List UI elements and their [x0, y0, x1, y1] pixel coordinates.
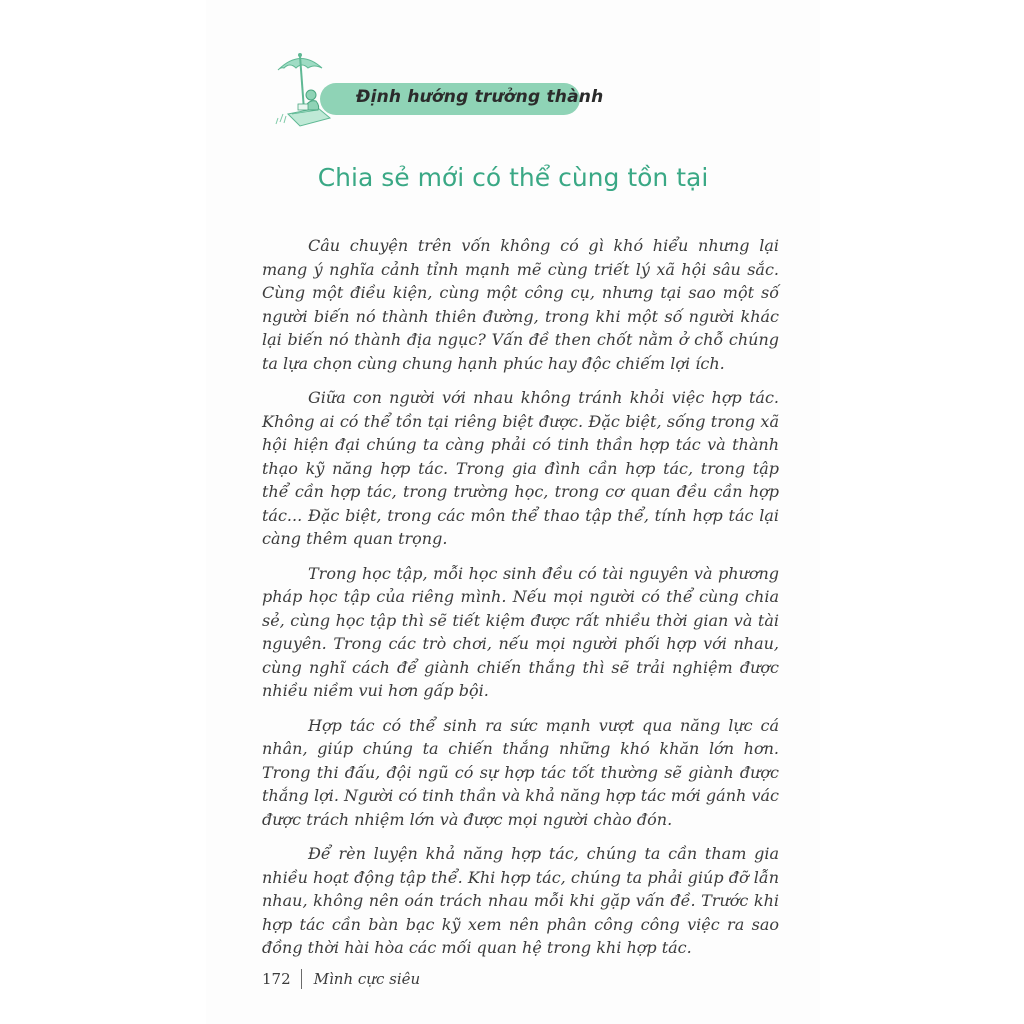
paragraph: Trong học tập, mỗi học sinh đều có tài nguyên và phương pháp học tập của riêng mình. Nếu mọi người có thể cùng chia sẻ, cùng học tập thì sẽ tiết kiệm được rất nhiều thời gian và tài nguyên. Trong các trò chơi, nếu mọi người phối hợp với nhau, cùng nghĩ cách để giành chiến thắng thì sẽ trải nghiệm được nhiều niềm vui hơn gấp bội.	[262, 563, 779, 700]
chapter-title: Chia sẻ mới có thể cùng tồn tại	[317, 163, 709, 192]
paragraph: Hợp tác có thể sinh ra sức mạnh vượt qua năng lực cá nhân, giúp chúng ta chiến thắng những khó khăn lớn hơn. Trong thi đấu, đội ngũ có sự hợp tác tốt thường sẽ giành được thắng lợi. Người có tinh thần và khả năng hợp tác mới gánh vác được trách nhiệm lớn và được mọi người chào đón.	[262, 715, 779, 829]
paragraph: Giữa con người với nhau không tránh khỏi việc hợp tác. Không ai có thể tồn tại riêng biệt được. Đặc biệt, sống trong xã hội hiện đại chúng ta càng phải có tinh thần hợp tác và thành thạo kỹ năng hợp tác. Trong gia đình cần hợp tác, trong tập thể cần hợp tác, trong trường học, trong cơ quan đều cần hợp tác... Đặc biệt, trong các môn thể thao tập thể, tính hợp tác lại càng thêm quan trọng.	[262, 388, 779, 548]
section-label: Định hướng trưởng thành	[356, 87, 604, 107]
paragraph: Câu chuyện trên vốn không có gì khó hiểu nhưng lại mang ý nghĩa cảnh tỉnh mạnh mẽ cùng triết lý xã hội sâu sắc. Cùng một điều kiện, cùng một công cụ, nhưng tại sao một số người biến nó thành thiên đường, trong khi một số người khác lại biến nó thành địa ngục? Vấn đề then chốt nằm ở chỗ chúng ta lựa chọn cùng chung hạnh phúc hay độc chiếm lợi ích.	[262, 236, 779, 373]
book-title: Mình cực siêu	[313, 970, 421, 988]
page-footer	[262, 968, 420, 990]
page-number: 172	[262, 970, 291, 988]
paragraph: Để rèn luyện khả năng hợp tác, chúng ta cần tham gia nhiều hoạt động tập thể. Khi hợp tác, chúng ta phải giúp đỡ lẫn nhau, không nên oán trách nhau mỗi khi gặp vấn đề. Trước khi hợp tác cần bàn bạc kỹ xem nên phân công công việc ra sao đồng thời hài hòa các mối quan hệ trong khi hợp tác.	[262, 844, 779, 957]
body-text	[262, 234, 779, 971]
